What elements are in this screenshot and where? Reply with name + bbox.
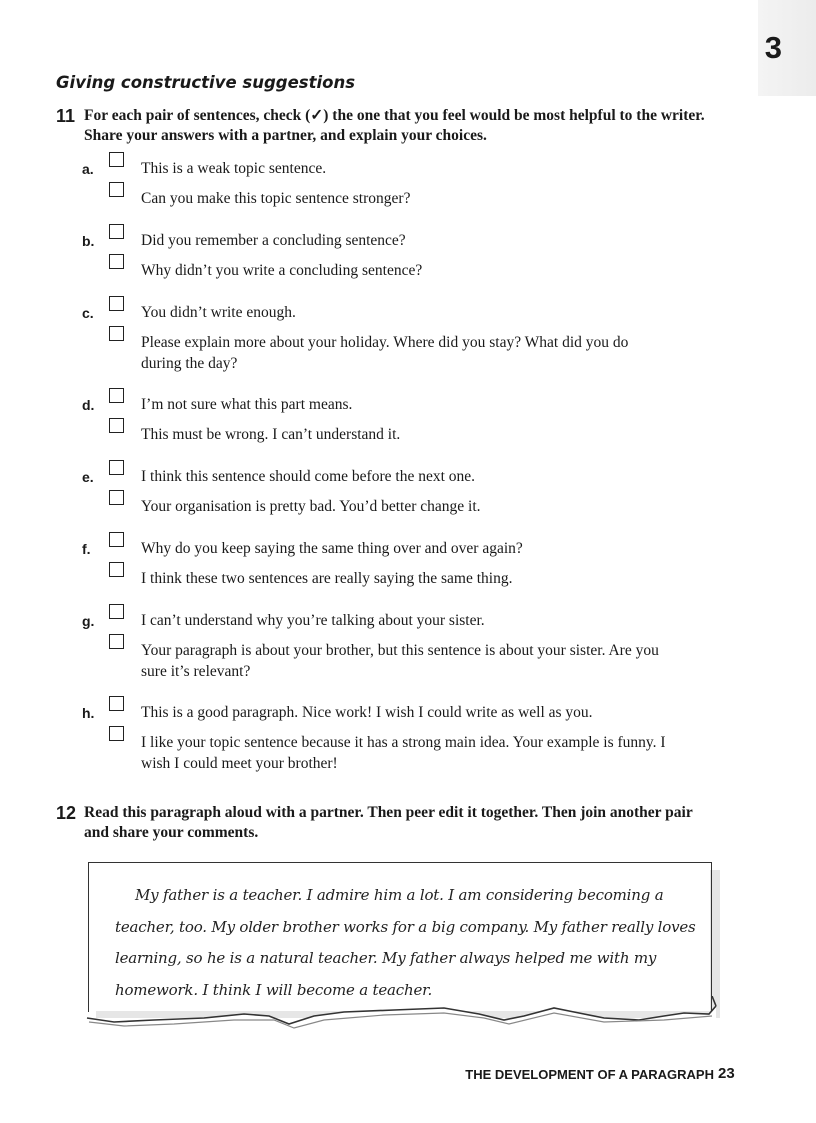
- checkbox[interactable]: [109, 532, 124, 547]
- option-text: I think this sentence should come before the next one.: [141, 468, 476, 485]
- checkbox[interactable]: [109, 460, 124, 475]
- option-text: I can’t understand why you’re talking about your sister.: [141, 612, 485, 629]
- option-text: I’m not sure what this part means.: [141, 396, 353, 413]
- item-letter-h: h.: [82, 705, 95, 721]
- option-text: Please explain more about your holiday. Where did you stay? What did you do during the day?: [141, 334, 629, 372]
- checkbox[interactable]: [109, 388, 124, 403]
- option-g2: [109, 634, 674, 682]
- chapter-number: 3: [764, 30, 782, 65]
- checkbox[interactable]: [109, 696, 124, 711]
- option-c1: [109, 296, 709, 323]
- option-d2: [109, 418, 709, 445]
- exercise-instruction: Read this paragraph aloud with a partner. Then peer edit it together. Then join another pair and share your comments.: [84, 804, 693, 841]
- item-letter-e: e.: [82, 469, 94, 485]
- page-number: 23: [718, 1065, 735, 1082]
- option-a2: [109, 182, 709, 209]
- option-c2: [109, 326, 659, 374]
- handwritten-paragraph: My father is a teacher. I admire him a lot. I am considering becoming a teacher, too. My older brother works for a big company. My father really loves learning, so he is a natural teacher. My father always helped me with my homework. I think I will become a teacher.: [115, 886, 696, 999]
- checkbox[interactable]: [109, 182, 124, 197]
- item-letter-f: f.: [82, 541, 91, 557]
- section-title: Giving constructive suggestions: [56, 73, 356, 92]
- checkbox[interactable]: [109, 152, 124, 167]
- exercise-instruction: For each pair of sentences, check (✓) the one that you feel would be most helpful to the writer. Share your answers with a partner, and explain your choices.: [84, 107, 705, 144]
- checkbox[interactable]: [109, 562, 124, 577]
- checkbox[interactable]: [109, 254, 124, 269]
- option-text: Why didn’t you write a concluding sentence?: [141, 262, 423, 279]
- exercise-number: 12: [56, 803, 77, 823]
- torn-edge-icon: [84, 996, 724, 1036]
- option-text: You didn’t write enough.: [141, 304, 296, 321]
- option-text: I like your topic sentence because it has a strong main idea. Your example is funny. I wish I could meet your brother!: [141, 734, 666, 772]
- checkbox[interactable]: [109, 726, 124, 741]
- option-b2: [109, 254, 709, 281]
- option-text: This is a good paragraph. Nice work! I wish I could write as well as you.: [141, 704, 593, 721]
- item-letter-g: g.: [82, 613, 95, 629]
- item-letter-b: b.: [82, 233, 95, 249]
- option-h1: [109, 696, 709, 723]
- checkbox[interactable]: [109, 418, 124, 433]
- option-text: Why do you keep saying the same thing over and over again?: [141, 540, 523, 557]
- checkbox[interactable]: [109, 604, 124, 619]
- checkbox[interactable]: [109, 634, 124, 649]
- item-letter-d: d.: [82, 397, 95, 413]
- checkbox[interactable]: [109, 326, 124, 341]
- exercise-number: 11: [56, 106, 76, 126]
- option-text: Did you remember a concluding sentence?: [141, 232, 406, 249]
- option-text: Your paragraph is about your brother, but this sentence is about your sister. Are you sure it’s relevant?: [141, 642, 659, 680]
- option-text: Can you make this topic sentence stronger?: [141, 190, 411, 207]
- option-text: This is a weak topic sentence.: [141, 160, 327, 177]
- item-letter-c: c.: [82, 305, 94, 321]
- option-h2: [109, 726, 681, 774]
- option-d1: [109, 388, 709, 415]
- option-text: I think these two sentences are really saying the same thing.: [141, 570, 513, 587]
- checkbox[interactable]: [109, 224, 124, 239]
- item-letter-a: a.: [82, 161, 94, 177]
- option-text: This must be wrong. I can’t understand it.: [141, 426, 401, 443]
- option-g1: [109, 604, 709, 631]
- option-a1: [109, 152, 709, 179]
- exercise-12-header: [56, 803, 716, 843]
- option-f2: [109, 562, 709, 589]
- option-f1: [109, 532, 709, 559]
- checkbox[interactable]: [109, 490, 124, 505]
- exercise-11-header: [56, 106, 716, 146]
- option-b1: [109, 224, 709, 251]
- option-e1: [109, 460, 709, 487]
- footer-title: THE DEVELOPMENT OF A PARAGRAPH: [465, 1067, 714, 1082]
- option-text: Your organisation is pretty bad. You’d better change it.: [141, 498, 481, 515]
- checkbox[interactable]: [109, 296, 124, 311]
- option-e2: [109, 490, 709, 517]
